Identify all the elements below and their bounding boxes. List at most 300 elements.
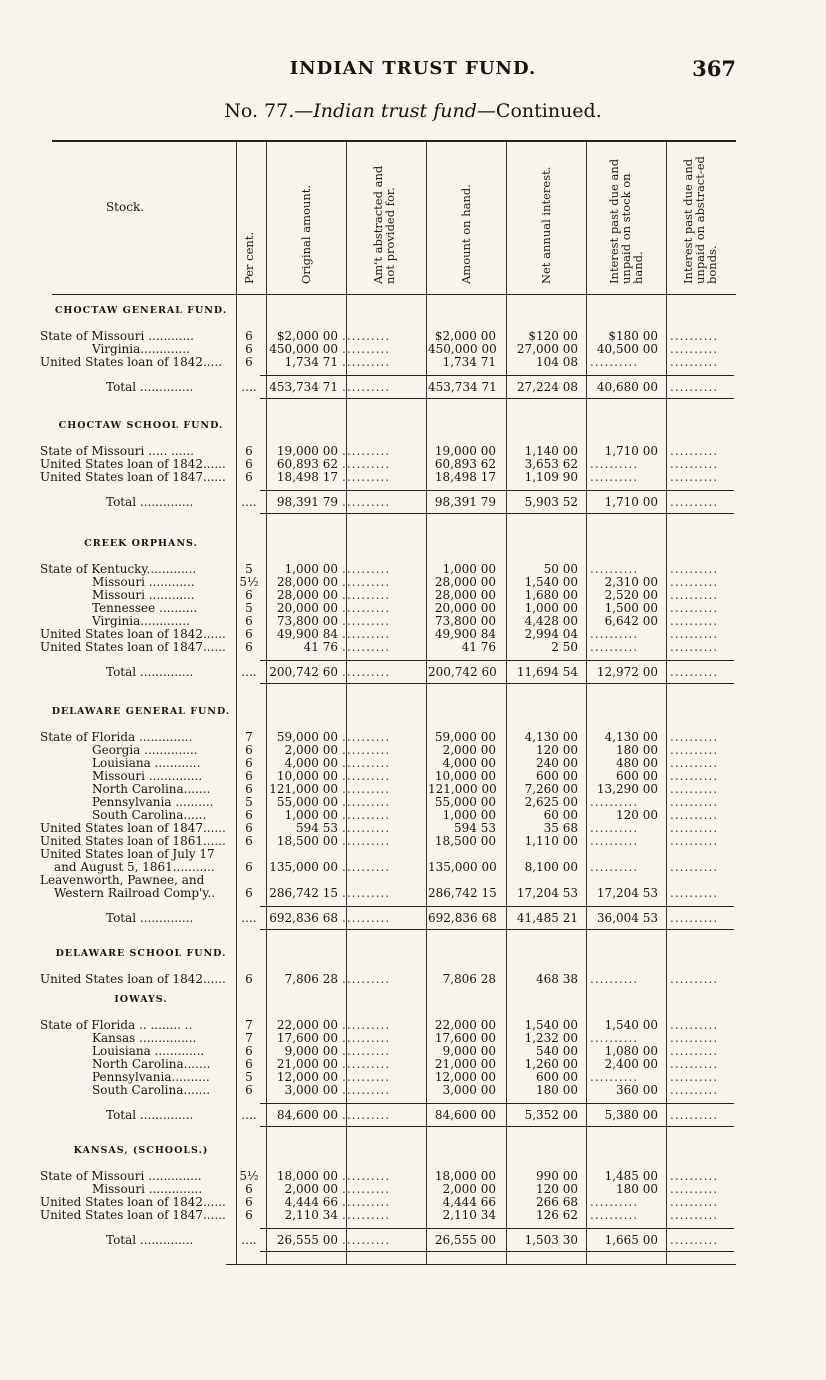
past-due-stock-cell: 1,485 00 <box>604 1169 658 1183</box>
original-amount-cell: 1,000 00 <box>284 808 338 822</box>
net-interest-cell: 240 00 <box>536 756 578 770</box>
stock-name: Missouri ............ <box>92 576 195 589</box>
original-amount-cell: 55,000 00 <box>276 795 338 809</box>
leader-dots: .......... <box>342 1058 391 1071</box>
table-row <box>0 330 826 343</box>
stock-name: Tennessee .......... <box>92 602 198 615</box>
past-due-stock-cell: 1,080 00 <box>604 1044 658 1058</box>
leader-dots: .......... <box>670 1183 719 1196</box>
stock-name: United States loan of 1847...... <box>40 641 226 654</box>
past-due-stock-cell: 2,310 00 <box>604 575 658 589</box>
stock-name: United States loan of 1842...... <box>40 1196 226 1209</box>
leader-dots: .......... <box>670 471 719 484</box>
amount-on-hand-cell: 1,734 71 <box>442 355 496 369</box>
net-interest-cell: 4,428 00 <box>524 614 578 628</box>
amount-on-hand-cell: 22,000 00 <box>434 1018 496 1032</box>
original-amount-cell: 28,000 00 <box>276 588 338 602</box>
net-interest-cell: 1,140 00 <box>524 444 578 458</box>
stock-name: Western Railroad Comp'y.. <box>54 887 216 900</box>
leader-dots: .......... <box>670 330 719 343</box>
leader-dots: .......... <box>342 796 391 809</box>
leader-dots: .......... <box>590 796 639 809</box>
leader-dots: .......... <box>670 1234 719 1247</box>
net-interest-cell: 27,224 08 <box>516 380 578 394</box>
net-interest-cell: 120 00 <box>536 1182 578 1196</box>
column-header-on-hand: Amount on hand. <box>459 184 473 284</box>
section-title: KANSAS, (SCHOOLS.) <box>73 1145 209 1156</box>
stock-name: North Carolina....... <box>92 783 211 796</box>
net-interest-cell: 50 00 <box>543 562 578 576</box>
stock-name: South Carolina....... <box>92 1084 211 1097</box>
leader-dots: .......... <box>670 1045 719 1058</box>
past-due-stock-cell: 1,710 00 <box>604 444 658 458</box>
per-cent-cell: 6 <box>245 444 253 458</box>
table-row <box>0 731 826 744</box>
leader-dots: .......... <box>590 1209 639 1222</box>
per-cent-cell: 6 <box>245 834 253 848</box>
amount-on-hand-cell: 286,742 15 <box>428 886 497 900</box>
amount-on-hand-cell: 9,000 00 <box>442 1044 496 1058</box>
leader-dots: .......... <box>670 912 719 925</box>
leader-dots: .......... <box>590 973 639 986</box>
original-amount-cell: 41 76 <box>303 640 338 654</box>
per-cent-cell: 6 <box>245 640 253 654</box>
amount-on-hand-cell: 450,000 00 <box>428 342 497 356</box>
leader-dots: .......... <box>670 356 719 369</box>
table-row <box>0 615 826 628</box>
leader-dots: .......... <box>342 381 391 394</box>
past-due-stock-cell: 360 00 <box>616 1083 658 1097</box>
table-row <box>0 471 826 484</box>
stock-name: United States loan of 1842..... <box>40 356 223 369</box>
past-due-stock-cell: 40,500 00 <box>596 342 658 356</box>
per-cent-cell: 5 <box>245 1070 253 1084</box>
amount-on-hand-cell: 18,498 17 <box>434 470 496 484</box>
past-due-stock-cell: 1,665 00 <box>604 1233 658 1247</box>
net-interest-cell: $120 00 <box>528 329 578 343</box>
per-cent-cell: 7 <box>245 1031 253 1045</box>
table-row <box>0 757 826 770</box>
column-header-abstracted: Am't abstracted and not provided for. <box>371 165 397 284</box>
total-label: Total .............. <box>106 381 194 394</box>
leader-dots: .......... <box>342 563 391 576</box>
leader-dots: .......... <box>670 822 719 835</box>
past-due-stock-cell: 17,204 53 <box>596 886 658 900</box>
table-row <box>0 1045 826 1058</box>
stock-name: United States loan of 1847...... <box>40 822 226 835</box>
stock-name: State of Florida .............. <box>40 731 193 744</box>
section-title: CHOCTAW GENERAL FUND. <box>54 305 228 316</box>
stock-name: Missouri ............ <box>92 589 195 602</box>
past-due-stock-cell: 13,290 00 <box>596 782 658 796</box>
table-row <box>0 1084 826 1097</box>
amount-on-hand-cell: 200,742 60 <box>428 665 497 679</box>
original-amount-cell: 98,391 79 <box>276 495 338 509</box>
per-cent-cell: 5½ <box>239 1169 259 1183</box>
net-interest-cell: 120 00 <box>536 743 578 757</box>
net-interest-cell: 1,110 00 <box>524 834 578 848</box>
stock-name: Missouri .............. <box>92 1183 203 1196</box>
past-due-stock-cell: 180 00 <box>616 1182 658 1196</box>
per-cent-cell: 6 <box>245 972 253 986</box>
leader-dots: .......... <box>670 770 719 783</box>
per-cent-cell: 5 <box>245 601 253 615</box>
total-rule <box>260 683 734 684</box>
leader-dots: .......... <box>342 973 391 986</box>
leader-dots: .......... <box>342 757 391 770</box>
leader-dots: .......... <box>342 330 391 343</box>
leader-dots: .......... <box>670 973 719 986</box>
amount-on-hand-cell: 4,444 66 <box>442 1195 496 1209</box>
leader-dots: .......... <box>342 496 391 509</box>
table-row <box>0 822 826 835</box>
per-cent-cell: 6 <box>245 1044 253 1058</box>
stock-name: and August 5, 1861........... <box>54 861 215 874</box>
original-amount-cell: 450,000 00 <box>269 342 338 356</box>
header-bottom-rule <box>52 294 736 295</box>
total-rule <box>260 513 734 514</box>
total-row <box>0 912 826 925</box>
leader-dots: .......... <box>342 641 391 654</box>
past-due-stock-cell: 120 00 <box>616 808 658 822</box>
stock-name: State of Florida .. ........ .. <box>40 1019 193 1032</box>
caption-italic: Indian trust fund <box>313 100 477 122</box>
table-row <box>0 602 826 615</box>
net-interest-cell: 126 62 <box>536 1208 578 1222</box>
past-due-stock-cell: 4,130 00 <box>604 730 658 744</box>
per-cent-cell: .... <box>241 1233 257 1247</box>
leader-dots: .......... <box>342 445 391 458</box>
per-cent-cell: 6 <box>245 1208 253 1222</box>
leader-dots: .......... <box>342 731 391 744</box>
per-cent-cell: 6 <box>245 1182 253 1196</box>
amount-on-hand-cell: 135,000 00 <box>428 860 497 874</box>
leader-dots: .......... <box>342 1084 391 1097</box>
amount-on-hand-cell: 60,893 62 <box>434 457 496 471</box>
leader-dots: .......... <box>342 744 391 757</box>
amount-on-hand-cell: 26,555 00 <box>434 1233 496 1247</box>
leader-dots: .......... <box>670 796 719 809</box>
table-row <box>0 641 826 654</box>
leader-dots: .......... <box>342 1170 391 1183</box>
stock-name: Louisiana ............ <box>92 757 201 770</box>
net-interest-cell: 5,903 52 <box>524 495 578 509</box>
stock-name: Louisiana ............. <box>92 1045 205 1058</box>
amount-on-hand-cell: 10,000 00 <box>434 769 496 783</box>
stock-name: Virginia............. <box>92 615 190 628</box>
amount-on-hand-cell: 2,000 00 <box>442 743 496 757</box>
per-cent-cell: 6 <box>245 860 253 874</box>
original-amount-cell: 200,742 60 <box>269 665 338 679</box>
total-rule <box>260 660 734 661</box>
caption-number: No. 77.— <box>224 100 314 122</box>
amount-on-hand-cell: 41 76 <box>461 640 496 654</box>
section-title: DELAWARE SCHOOL FUND. <box>55 948 227 959</box>
leader-dots: .......... <box>670 576 719 589</box>
original-amount-cell: 49,900 84 <box>276 627 338 641</box>
net-interest-cell: 468 38 <box>536 972 578 986</box>
original-amount-cell: 9,000 00 <box>284 1044 338 1058</box>
section-title: DELAWARE GENERAL FUND. <box>51 706 231 717</box>
per-cent-cell: .... <box>241 911 257 925</box>
past-due-stock-cell: 1,500 00 <box>604 601 658 615</box>
amount-on-hand-cell: 20,000 00 <box>434 601 496 615</box>
leader-dots: .......... <box>590 641 639 654</box>
table-row <box>0 887 826 900</box>
net-interest-cell: 1,232 00 <box>524 1031 578 1045</box>
stock-name: South Carolina...... <box>92 809 207 822</box>
leader-dots: .......... <box>590 563 639 576</box>
leader-dots: .......... <box>670 445 719 458</box>
column-header-original: Original amount. <box>299 184 313 284</box>
amount-on-hand-cell: 28,000 00 <box>434 588 496 602</box>
amount-on-hand-cell: 3,000 00 <box>442 1083 496 1097</box>
per-cent-cell: .... <box>241 495 257 509</box>
leader-dots: .......... <box>590 471 639 484</box>
table-row <box>0 458 826 471</box>
leader-dots: .......... <box>670 1071 719 1084</box>
net-interest-cell: 5,352 00 <box>524 1108 578 1122</box>
amount-on-hand-cell: 59,000 00 <box>434 730 496 744</box>
original-amount-cell: 17,600 00 <box>276 1031 338 1045</box>
table-top-rule <box>52 140 736 142</box>
table-row <box>0 744 826 757</box>
total-row <box>0 381 826 394</box>
leader-dots: .......... <box>670 731 719 744</box>
leader-dots: .......... <box>342 770 391 783</box>
leader-dots: .......... <box>670 1032 719 1045</box>
net-interest-cell: 8,100 00 <box>524 860 578 874</box>
original-amount-cell: 20,000 00 <box>276 601 338 615</box>
leader-dots: .......... <box>342 1183 391 1196</box>
table-row <box>0 563 826 576</box>
per-cent-cell: 6 <box>245 329 253 343</box>
caption-tail: —Continued. <box>476 100 602 122</box>
leader-dots: .......... <box>342 615 391 628</box>
table-row <box>0 835 826 848</box>
leader-dots: .......... <box>342 458 391 471</box>
original-amount-cell: 18,498 17 <box>276 470 338 484</box>
table-row <box>0 356 826 369</box>
leader-dots: .......... <box>670 1209 719 1222</box>
total-rule <box>260 398 734 399</box>
running-title: INDIAN TRUST FUND. <box>289 58 537 79</box>
leader-dots: .......... <box>670 887 719 900</box>
stock-name: United States loan of 1861...... <box>40 835 226 848</box>
past-due-stock-cell: 480 00 <box>616 756 658 770</box>
total-row <box>0 1109 826 1122</box>
total-label: Total .............. <box>106 1109 194 1122</box>
leader-dots: .......... <box>590 628 639 641</box>
amount-on-hand-cell: 17,600 00 <box>434 1031 496 1045</box>
amount-on-hand-cell: 18,000 00 <box>434 1169 496 1183</box>
table-row <box>0 973 826 986</box>
per-cent-cell: 5 <box>245 562 253 576</box>
leader-dots: .......... <box>590 1071 639 1084</box>
past-due-stock-cell: 12,972 00 <box>596 665 658 679</box>
total-rule <box>260 490 734 491</box>
per-cent-cell: 6 <box>245 821 253 835</box>
table-row <box>0 1209 826 1222</box>
table-row <box>0 1058 826 1071</box>
original-amount-cell: $2,000 00 <box>276 329 338 343</box>
leader-dots: .......... <box>342 1019 391 1032</box>
stock-name: United States loan of 1842...... <box>40 973 226 986</box>
original-amount-cell: 4,000 00 <box>284 756 338 770</box>
net-interest-cell: 266 68 <box>536 1195 578 1209</box>
table-row <box>0 1032 826 1045</box>
past-due-stock-cell: 5,380 00 <box>604 1108 658 1122</box>
net-interest-cell: 600 00 <box>536 769 578 783</box>
net-interest-cell: 2,625 00 <box>524 795 578 809</box>
total-row <box>0 496 826 509</box>
amount-on-hand-cell: $2,000 00 <box>434 329 496 343</box>
amount-on-hand-cell: 55,000 00 <box>434 795 496 809</box>
stock-name: Georgia .............. <box>92 744 198 757</box>
leader-dots: .......... <box>342 1196 391 1209</box>
net-interest-cell: 7,260 00 <box>524 782 578 796</box>
net-interest-cell: 990 00 <box>536 1169 578 1183</box>
stock-name: United States loan of 1842...... <box>40 628 226 641</box>
per-cent-cell: 5 <box>245 795 253 809</box>
leader-dots: .......... <box>342 356 391 369</box>
original-amount-cell: 7,806 28 <box>284 972 338 986</box>
per-cent-cell: 6 <box>245 743 253 757</box>
total-rule <box>260 1126 734 1127</box>
amount-on-hand-cell: 98,391 79 <box>434 495 496 509</box>
per-cent-cell: .... <box>241 665 257 679</box>
stock-name: United States loan of 1847...... <box>40 471 226 484</box>
original-amount-cell: 22,000 00 <box>276 1018 338 1032</box>
per-cent-cell: 6 <box>245 1195 253 1209</box>
past-due-stock-cell: 40,680 00 <box>596 380 658 394</box>
amount-on-hand-cell: 4,000 00 <box>442 756 496 770</box>
amount-on-hand-cell: 453,734 71 <box>428 380 497 394</box>
per-cent-cell: 7 <box>245 1018 253 1032</box>
total-label: Total .............. <box>106 666 194 679</box>
original-amount-cell: 19,000 00 <box>276 444 338 458</box>
leader-dots: .......... <box>670 809 719 822</box>
table-row <box>0 783 826 796</box>
net-interest-cell: 540 00 <box>536 1044 578 1058</box>
net-interest-cell: 180 00 <box>536 1083 578 1097</box>
total-label: Total .............. <box>106 912 194 925</box>
stock-name: State of Missouri .............. <box>40 1170 202 1183</box>
amount-on-hand-cell: 1,000 00 <box>442 808 496 822</box>
original-amount-cell: 18,000 00 <box>276 1169 338 1183</box>
leader-dots: .......... <box>670 496 719 509</box>
per-cent-cell: 6 <box>245 457 253 471</box>
leader-dots: .......... <box>342 602 391 615</box>
original-amount-cell: 286,742 15 <box>269 886 338 900</box>
stock-name: United States loan of July 17 <box>40 848 215 861</box>
per-cent-cell: .... <box>241 1108 257 1122</box>
amount-on-hand-cell: 121,000 00 <box>428 782 497 796</box>
leader-dots: .......... <box>670 602 719 615</box>
original-amount-cell: 84,600 00 <box>276 1108 338 1122</box>
leader-dots: .......... <box>670 757 719 770</box>
leader-dots: .......... <box>342 343 391 356</box>
amount-on-hand-cell: 2,110 34 <box>442 1208 496 1222</box>
section-title: CREEK ORPHANS. <box>84 538 198 549</box>
table-row <box>0 576 826 589</box>
leader-dots: .......... <box>670 628 719 641</box>
leader-dots: .......... <box>670 666 719 679</box>
stock-name: State of Kentucky............. <box>40 563 197 576</box>
amount-on-hand-cell: 84,600 00 <box>434 1108 496 1122</box>
table-row <box>0 848 826 861</box>
table-row <box>0 628 826 641</box>
page-number: 367 <box>692 56 736 81</box>
leader-dots: .......... <box>590 356 639 369</box>
amount-on-hand-cell: 12,000 00 <box>434 1070 496 1084</box>
leader-dots: .......... <box>670 381 719 394</box>
amount-on-hand-cell: 21,000 00 <box>434 1057 496 1071</box>
original-amount-cell: 594 53 <box>296 821 338 835</box>
past-due-stock-cell: 36,004 53 <box>596 911 658 925</box>
leader-dots: .......... <box>670 589 719 602</box>
per-cent-cell: 6 <box>245 756 253 770</box>
amount-on-hand-cell: 594 53 <box>454 821 496 835</box>
net-interest-cell: 41,485 21 <box>516 911 578 925</box>
leader-dots: .......... <box>342 1045 391 1058</box>
table-row <box>0 796 826 809</box>
leader-dots: .......... <box>670 615 719 628</box>
original-amount-cell: 2,000 00 <box>284 1182 338 1196</box>
amount-on-hand-cell: 18,500 00 <box>434 834 496 848</box>
past-due-stock-cell: 2,520 00 <box>604 588 658 602</box>
total-label: Total .............. <box>106 1234 194 1247</box>
past-due-stock-cell: 1,710 00 <box>604 495 658 509</box>
column-header-past-due-stock: Interest past due and unpaid on stock on hand. <box>607 158 645 284</box>
table-row <box>0 1170 826 1183</box>
stock-name: Kansas ............... <box>92 1032 197 1045</box>
table-row <box>0 874 826 887</box>
per-cent-cell: 6 <box>245 342 253 356</box>
original-amount-cell: 2,110 34 <box>284 1208 338 1222</box>
net-interest-cell: 27,000 00 <box>516 342 578 356</box>
net-interest-cell: 1,503 30 <box>524 1233 578 1247</box>
net-interest-cell: 3,653 62 <box>524 457 578 471</box>
original-amount-cell: 12,000 00 <box>276 1070 338 1084</box>
per-cent-cell: 6 <box>245 1057 253 1071</box>
original-amount-cell: 26,555 00 <box>276 1233 338 1247</box>
table-row <box>0 445 826 458</box>
running-header <box>0 56 826 84</box>
original-amount-cell: 2,000 00 <box>284 743 338 757</box>
leader-dots: .......... <box>590 458 639 471</box>
per-cent-cell: 6 <box>245 355 253 369</box>
leader-dots: .......... <box>670 783 719 796</box>
stock-name: Leavenworth, Pawnee, and <box>40 874 205 887</box>
net-interest-cell: 17,204 53 <box>516 886 578 900</box>
stock-name: State of Missouri ..... ...... <box>40 445 194 458</box>
leader-dots: .......... <box>670 835 719 848</box>
original-amount-cell: 4,444 66 <box>284 1195 338 1209</box>
leader-dots: .......... <box>670 1109 719 1122</box>
net-interest-cell: 4,130 00 <box>524 730 578 744</box>
leader-dots: .......... <box>342 861 391 874</box>
past-due-stock-cell: 180 00 <box>616 743 658 757</box>
total-rule <box>260 375 734 376</box>
table-row <box>0 343 826 356</box>
leader-dots: .......... <box>342 783 391 796</box>
total-row <box>0 1234 826 1247</box>
table-row <box>0 809 826 822</box>
original-amount-cell: 59,000 00 <box>276 730 338 744</box>
original-amount-cell: 10,000 00 <box>276 769 338 783</box>
section-title: CHOCTAW SCHOOL FUND. <box>58 420 224 431</box>
